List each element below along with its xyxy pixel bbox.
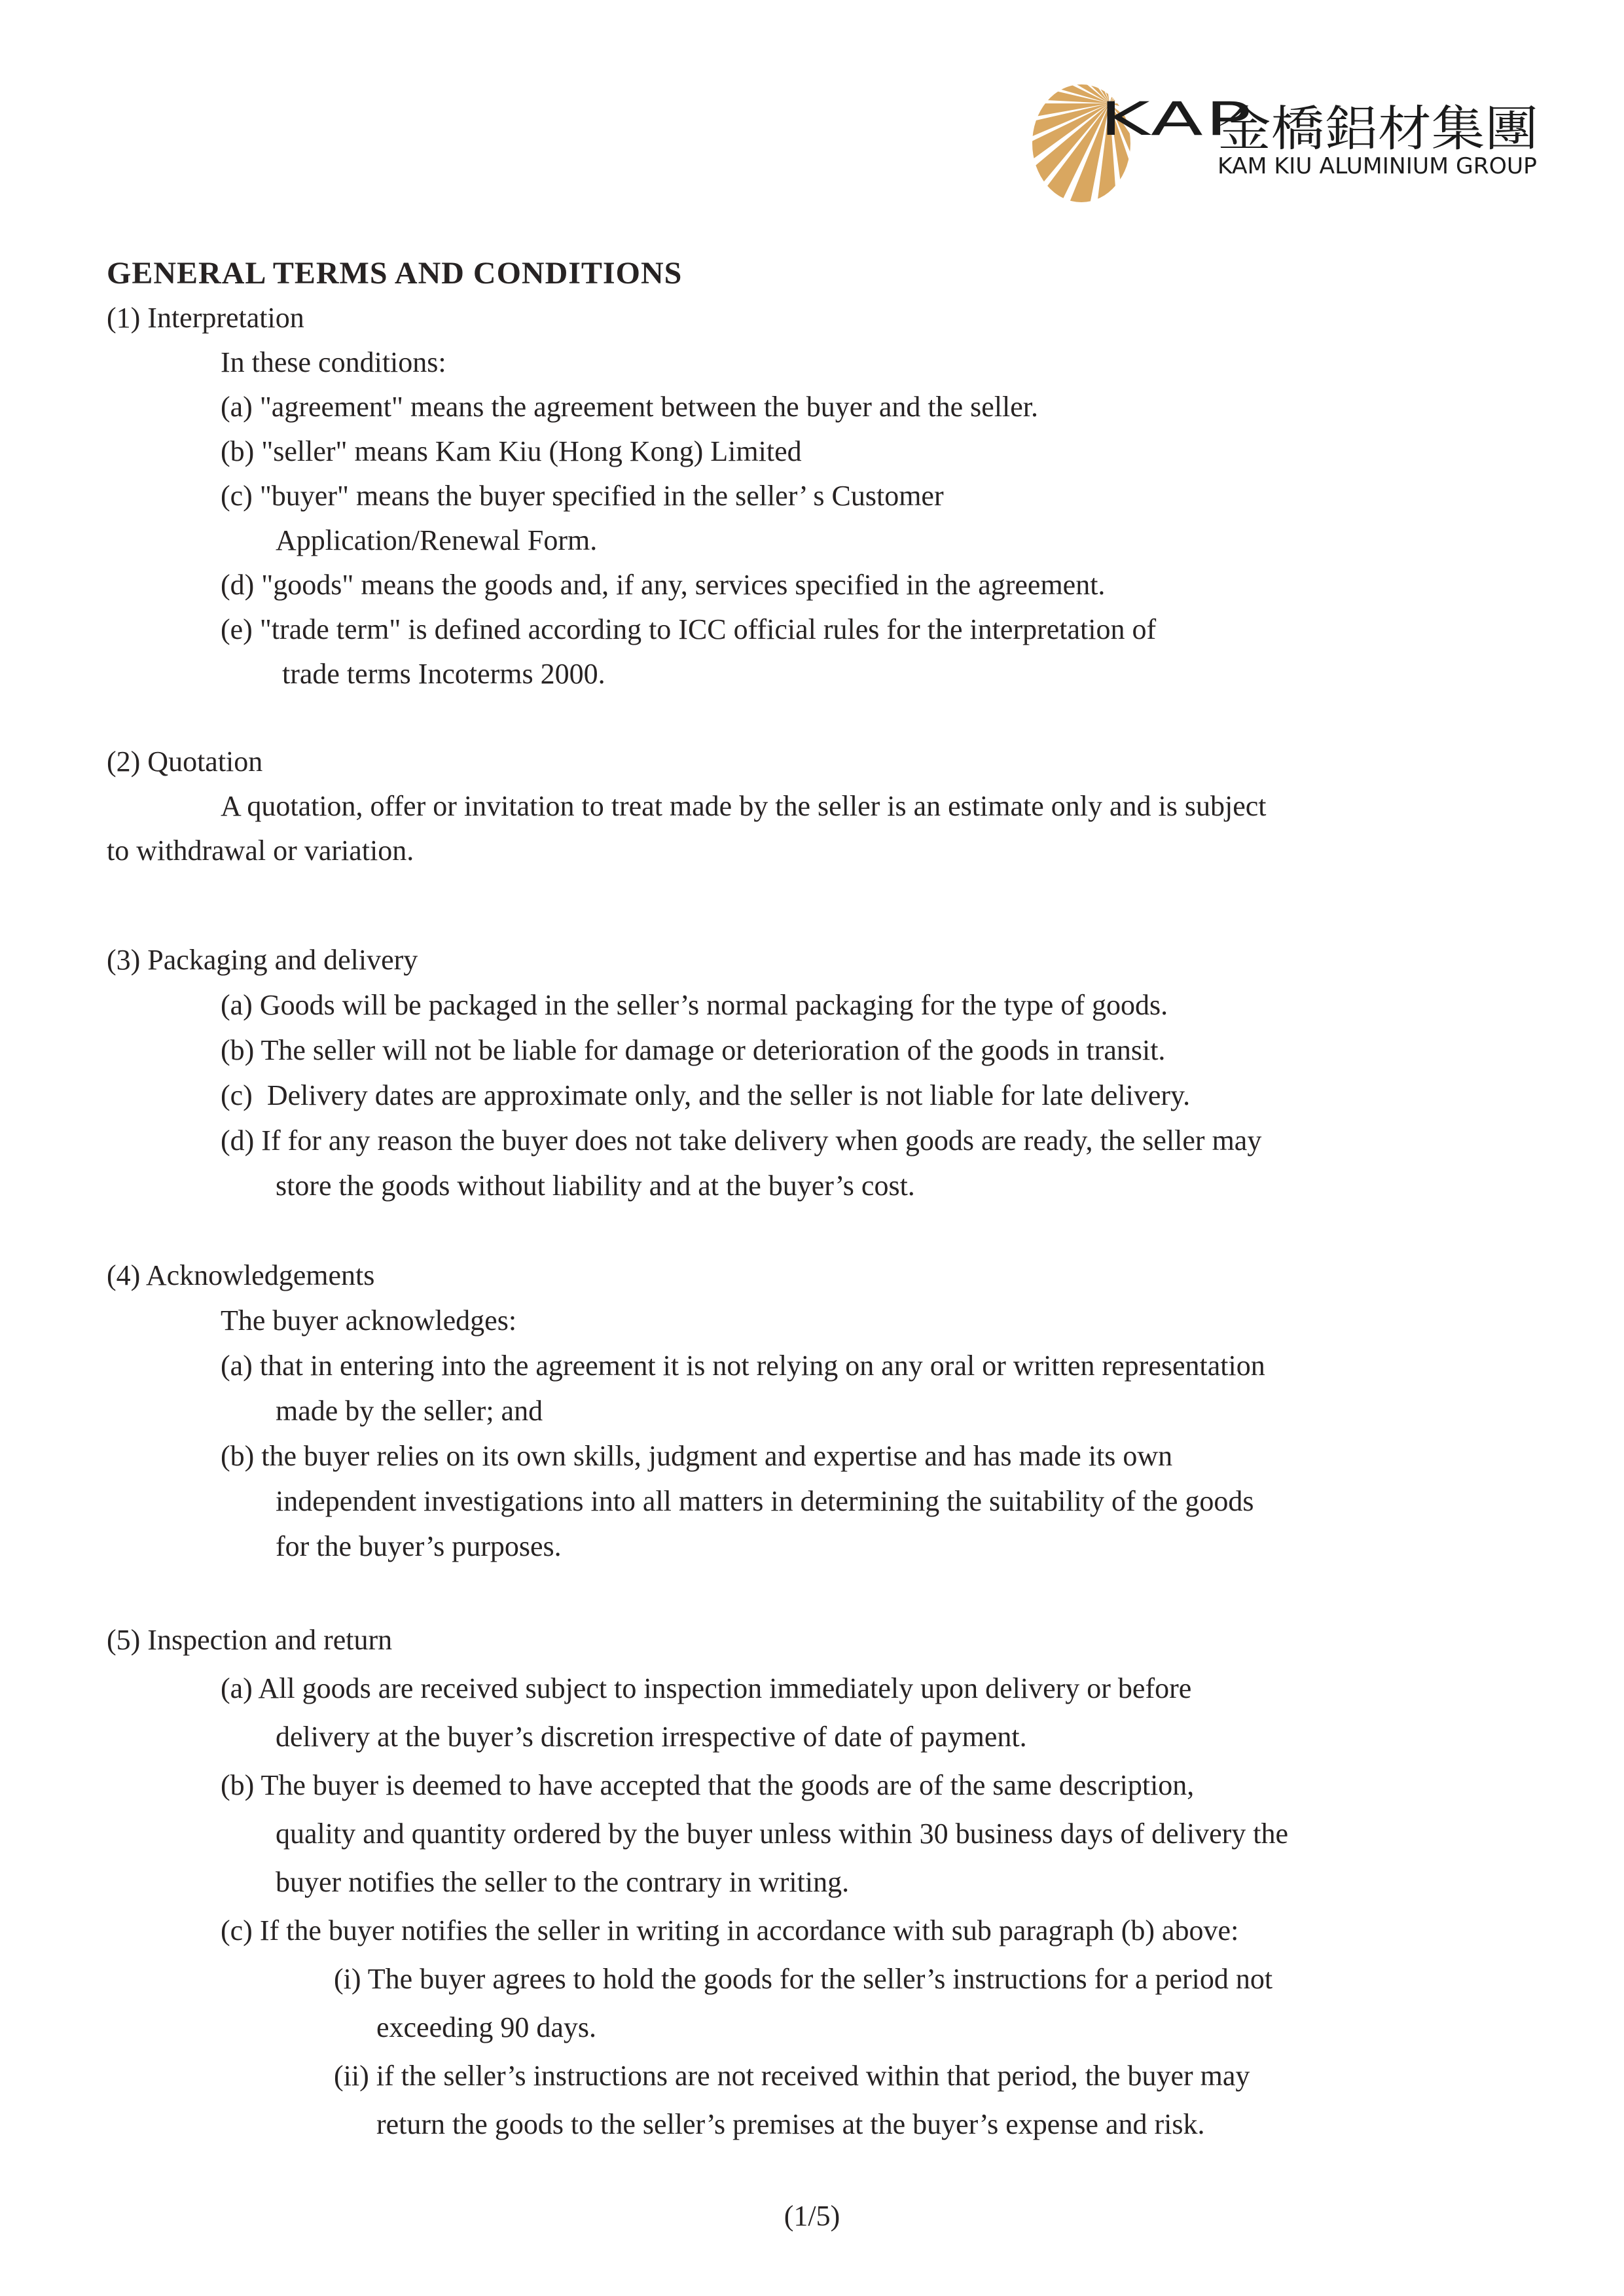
text-line: for the buyer’s purposes. (276, 1530, 562, 1562)
text-line: In these conditions: (221, 346, 446, 378)
section-heading: (1) Interpretation (107, 302, 304, 334)
section-inspection-and-return (107, 1616, 1586, 2149)
text-line: (a) Goods will be packaged in the seller’s normal packaging for the type of goods. (221, 989, 1168, 1021)
text-line: store the goods without liability and at the buyer’s cost. (276, 1170, 915, 1202)
logo-company-name-chinese: 金橋鋁材集團 (1218, 101, 1538, 157)
text-line: buyer notifies the seller to the contrary in writing. (276, 1866, 850, 1898)
text-line: (c) "buyer" means the buyer specified in the seller’ s Customer (221, 480, 944, 512)
text-line: (b) the buyer relies on its own skills, judgment and expertise and has made its own (221, 1440, 1173, 1472)
page-title: GENERAL TERMS AND CONDITIONS (107, 256, 683, 291)
text-line: A quotation, offer or invitation to treat made by the seller is an estimate only and is subject (221, 790, 1267, 822)
text-line: return the goods to the seller’s premises at the buyer’s expense and risk. (376, 2108, 1205, 2140)
text-line: to withdrawal or variation. (107, 834, 414, 867)
text-line: delivery at the buyer’s discretion irrespective of date of payment. (276, 1721, 1027, 1753)
text-line: quality and quantity ordered by the buyer unless within 30 business days of delivery the (276, 1818, 1289, 1850)
text-line: (d) "goods" means the goods and, if any, services specified in the agreement. (221, 569, 1106, 601)
page-number: (1/5) (784, 2200, 840, 2232)
text-line: (a) All goods are received subject to inspection immediately upon delivery or before (221, 1672, 1192, 1704)
text-line: The buyer acknowledges: (221, 1304, 517, 1336)
text-line: made by the seller; and (276, 1395, 543, 1427)
logo-kap-text: KAP (1100, 92, 1254, 146)
section-heading: (5) Inspection and return (107, 1624, 393, 1656)
text-line: Application/Renewal Form. (276, 524, 598, 556)
text-line: (a) that in entering into the agreement it is not relying on any oral or written representation (221, 1350, 1265, 1382)
text-line: (d) If for any reason the buyer does not take delivery when goods are ready, the seller may (221, 1124, 1262, 1157)
section-packaging-and-delivery (107, 937, 1586, 1208)
text-line: (c) If the buyer notifies the seller in writing in accordance with sub paragraph (b) above: (221, 1914, 1239, 1946)
text-line: (c) Delivery dates are approximate only, and the seller is not liable for late delivery. (221, 1079, 1191, 1111)
section-interpretation (107, 296, 1586, 696)
text-line: exceeding 90 days. (376, 2011, 596, 2043)
logo-company-name-english: KAM KIU ALUMINIUM GROUP (1218, 153, 1537, 179)
text-line: (i) The buyer agrees to hold the goods for the seller’s instructions for a period not (334, 1963, 1273, 1995)
section-heading: (4) Acknowledgements (107, 1259, 375, 1291)
section-heading: (2) Quotation (107, 745, 263, 778)
text-line: (ii) if the seller’s instructions are not received within that period, the buyer may (334, 2060, 1250, 2092)
text-line: (b) "seller" means Kam Kiu (Hong Kong) Limited (221, 435, 802, 467)
text-line: (b) The seller will not be liable for damage or deterioration of the goods in transit. (221, 1034, 1166, 1066)
text-line: independent investigations into all matters in determining the suitability of the goods (276, 1485, 1254, 1517)
text-line: trade terms Incoterms 2000. (282, 658, 605, 690)
text-line: (e) "trade term" is defined according to ICC official rules for the interpretation of (221, 613, 1157, 645)
section-heading: (3) Packaging and delivery (107, 944, 418, 976)
section-quotation (107, 740, 1586, 873)
section-acknowledgements (107, 1253, 1586, 1569)
company-logo (1021, 65, 1545, 209)
document-body (107, 251, 1586, 2149)
text-line: (a) "agreement" means the agreement between the buyer and the seller. (221, 391, 1039, 423)
text-line: (b) The buyer is deemed to have accepted that the goods are of the same description, (221, 1769, 1195, 1801)
